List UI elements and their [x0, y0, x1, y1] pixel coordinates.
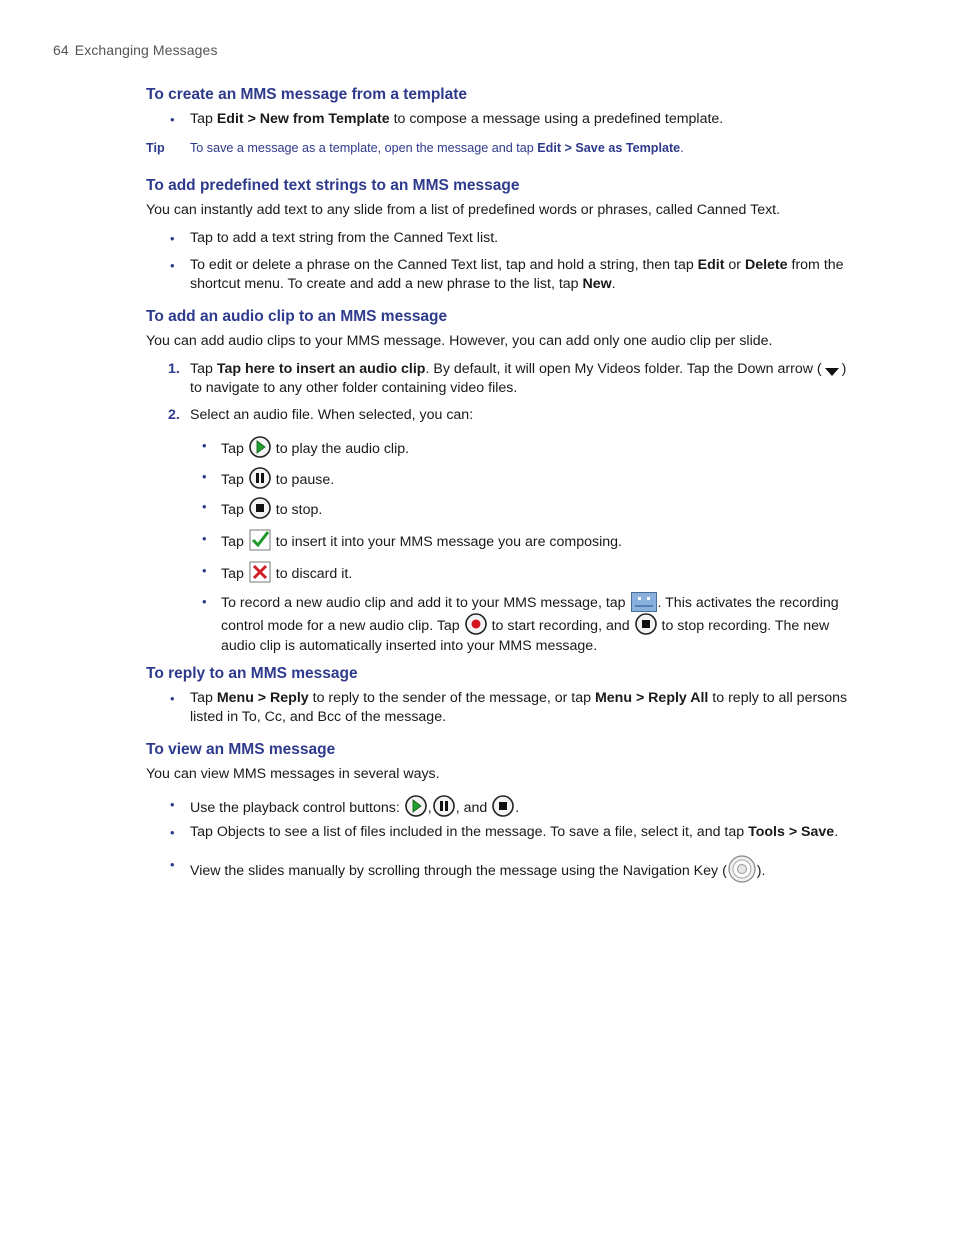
heading-view: To view an MMS message [146, 741, 336, 758]
bullet-icon: • [170, 112, 175, 127]
bullet-icon: • [202, 531, 207, 546]
bullet-icon: • [202, 469, 207, 484]
heading-predefined-text: To add predefined text strings to an MMS message [146, 177, 520, 194]
bullet-icon: • [170, 691, 175, 706]
play-icon [405, 795, 427, 817]
record-mode-icon [631, 592, 657, 612]
bullet-icon: • [170, 231, 175, 246]
chapter-title: Exchanging Messages [74, 42, 218, 58]
bullet-icon: • [202, 499, 207, 514]
heading-reply: To reply to an MMS message [146, 665, 358, 682]
bullet-icon: • [202, 594, 207, 609]
pause-icon [249, 467, 271, 489]
document-page: 64 Exchanging Messages To create an MMS message from a template • Tap Edit > New from Template to compose a message using a predefined template. Tip To save a message as a template, open the message and tap Edit > Save as Template. To add predefined text strings to an MMS message You can instantly add text to any slide from a list of predefined words or phrases, called Canned Text. • Tap to add a text string from the Canned Text list. • To edit or delete a phrase on the Canned Text list, tap and hold a string, then tap Edit or Delete from the shortcut menu. To create and add a new phrase to the list, tap New. To add an audio clip to an MMS message You can add audio clips to your MMS message. However, you can add only one audio clip per slide. 1. Tap Tap here to insert an audio clip. By default, it will open My Videos folder. Tap the Down arrow ( ) to navigate to any other folder containing video files. 2. Select an audio file. When selected, you can: • Tap to play the audio clip. • Tap to pause. • Tap to stop. • Tap to insert it into your MMS message you are composing. • Tap to discard it. • To record a new audio clip and add it to your MMS message, tap . This activates the recording control mode for a new audio clip. Tap to start recording, and to stop recording. The new audio clip is automatically inserted into your MMS message. To reply to an MMS message • Tap Menu > Reply to reply to the sender of the message, or tap Menu > Reply All to reply to all persons listed in To, Cc, and Bcc of the message. To view an MMS message You can view MMS messages in several ways. • Use the playback control buttons: , , and . • Tap Objects to see a list of files included in the message. To save a file, select it, and tap Tools > Save. • View the slides manually by scrolling through the message using the Navigation Key ( ). [0, 0, 954, 1235]
heading-audio-clip: To add an audio clip to an MMS message [146, 308, 448, 325]
checkmark-icon [249, 529, 271, 551]
page-header [53, 42, 218, 58]
bullet-icon: • [202, 563, 207, 578]
down-arrow-icon [823, 366, 841, 378]
paragraph: You can add audio clips to your MMS message. However, you can add only one audio clip per slide. [146, 333, 773, 349]
record-icon [465, 613, 487, 635]
paragraph: You can view MMS messages in several ways. [146, 766, 440, 782]
bullet-icon: • [170, 857, 175, 872]
discard-x-icon [249, 561, 271, 583]
bullet-icon: • [170, 797, 175, 812]
tip-label: Tip [146, 141, 165, 155]
bullet-icon: • [170, 825, 175, 840]
stop-icon [635, 613, 657, 635]
paragraph: You can instantly add text to any slide from a list of predefined words or phrases, called Canned Text. [146, 202, 781, 218]
page-number: 64 [53, 42, 69, 58]
bullet-icon: • [202, 438, 207, 453]
bullet-icon: • [170, 258, 175, 273]
stop-icon [492, 795, 514, 817]
stop-icon [249, 497, 271, 519]
play-icon [249, 436, 271, 458]
heading-create-from-template: To create an MMS message from a template [146, 86, 468, 103]
pause-icon [433, 795, 455, 817]
navigation-key-icon [728, 855, 756, 883]
tip-text: To save a message as a template, open the message and tap Edit > Save as Template. [190, 141, 684, 155]
